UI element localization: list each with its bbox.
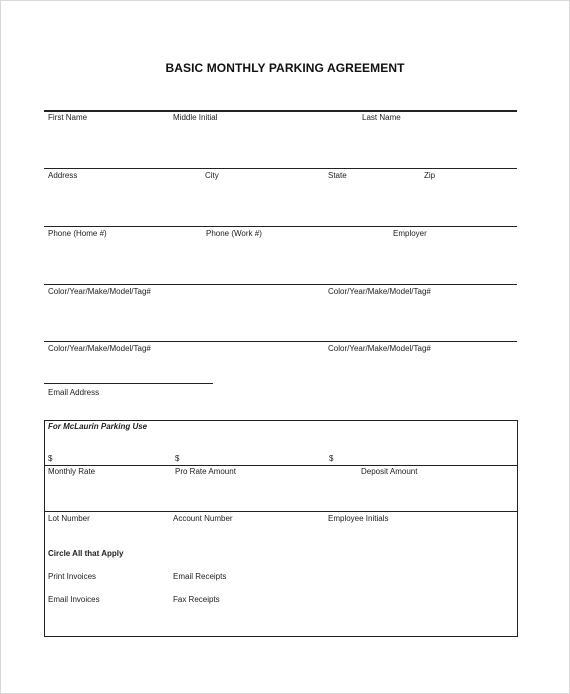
page-title: BASIC MONTHLY PARKING AGREEMENT <box>165 61 405 75</box>
phone-line <box>44 226 517 227</box>
rates-line <box>45 465 517 466</box>
circle-heading: Circle All that Apply <box>48 549 124 558</box>
middle-initial-label: Middle Initial <box>173 113 218 122</box>
zip-label: Zip <box>424 171 436 180</box>
office-use-box <box>44 420 518 637</box>
vehicle-line-1 <box>44 284 517 285</box>
fax-receipts-option: Fax Receipts <box>173 595 220 604</box>
phone-home-label: Phone (Home #) <box>48 229 107 238</box>
last-name-label: Last Name <box>362 113 401 122</box>
print-invoices-option: Print Invoices <box>48 572 97 581</box>
office-use-heading: For McLaurin Parking Use <box>48 422 148 431</box>
vehicle-line-2 <box>44 341 517 342</box>
employer-label: Employer <box>393 229 427 238</box>
phone-work-label: Phone (Work #) <box>206 229 262 238</box>
name-line <box>44 110 517 112</box>
city-label: City <box>205 171 219 180</box>
pro-rate-label: Pro Rate Amount <box>175 467 236 476</box>
dollar-sign-3: $ <box>329 454 334 463</box>
email-label: Email Address <box>48 388 100 397</box>
address-label: Address <box>48 171 78 180</box>
state-label: State <box>328 171 347 180</box>
ids-line <box>45 511 517 512</box>
employee-initials-label: Employee Initials <box>328 514 389 523</box>
dollar-sign-1: $ <box>48 454 53 463</box>
vehicle-2-label: Color/Year/Make/Model/Tag# <box>328 287 431 296</box>
deposit-amount-label: Deposit Amount <box>361 467 418 476</box>
address-line <box>44 168 517 169</box>
vehicle-1-label: Color/Year/Make/Model/Tag# <box>48 287 151 296</box>
account-number-label: Account Number <box>173 514 233 523</box>
vehicle-4-label: Color/Year/Make/Model/Tag# <box>328 344 431 353</box>
lot-number-label: Lot Number <box>48 514 90 523</box>
dollar-sign-2: $ <box>175 454 180 463</box>
first-name-label: First Name <box>48 113 88 122</box>
email-invoices-option: Email Invoices <box>48 595 100 604</box>
email-line <box>44 383 213 384</box>
monthly-rate-label: Monthly Rate <box>48 467 96 476</box>
vehicle-3-label: Color/Year/Make/Model/Tag# <box>48 344 151 353</box>
email-receipts-option: Email Receipts <box>173 572 227 581</box>
